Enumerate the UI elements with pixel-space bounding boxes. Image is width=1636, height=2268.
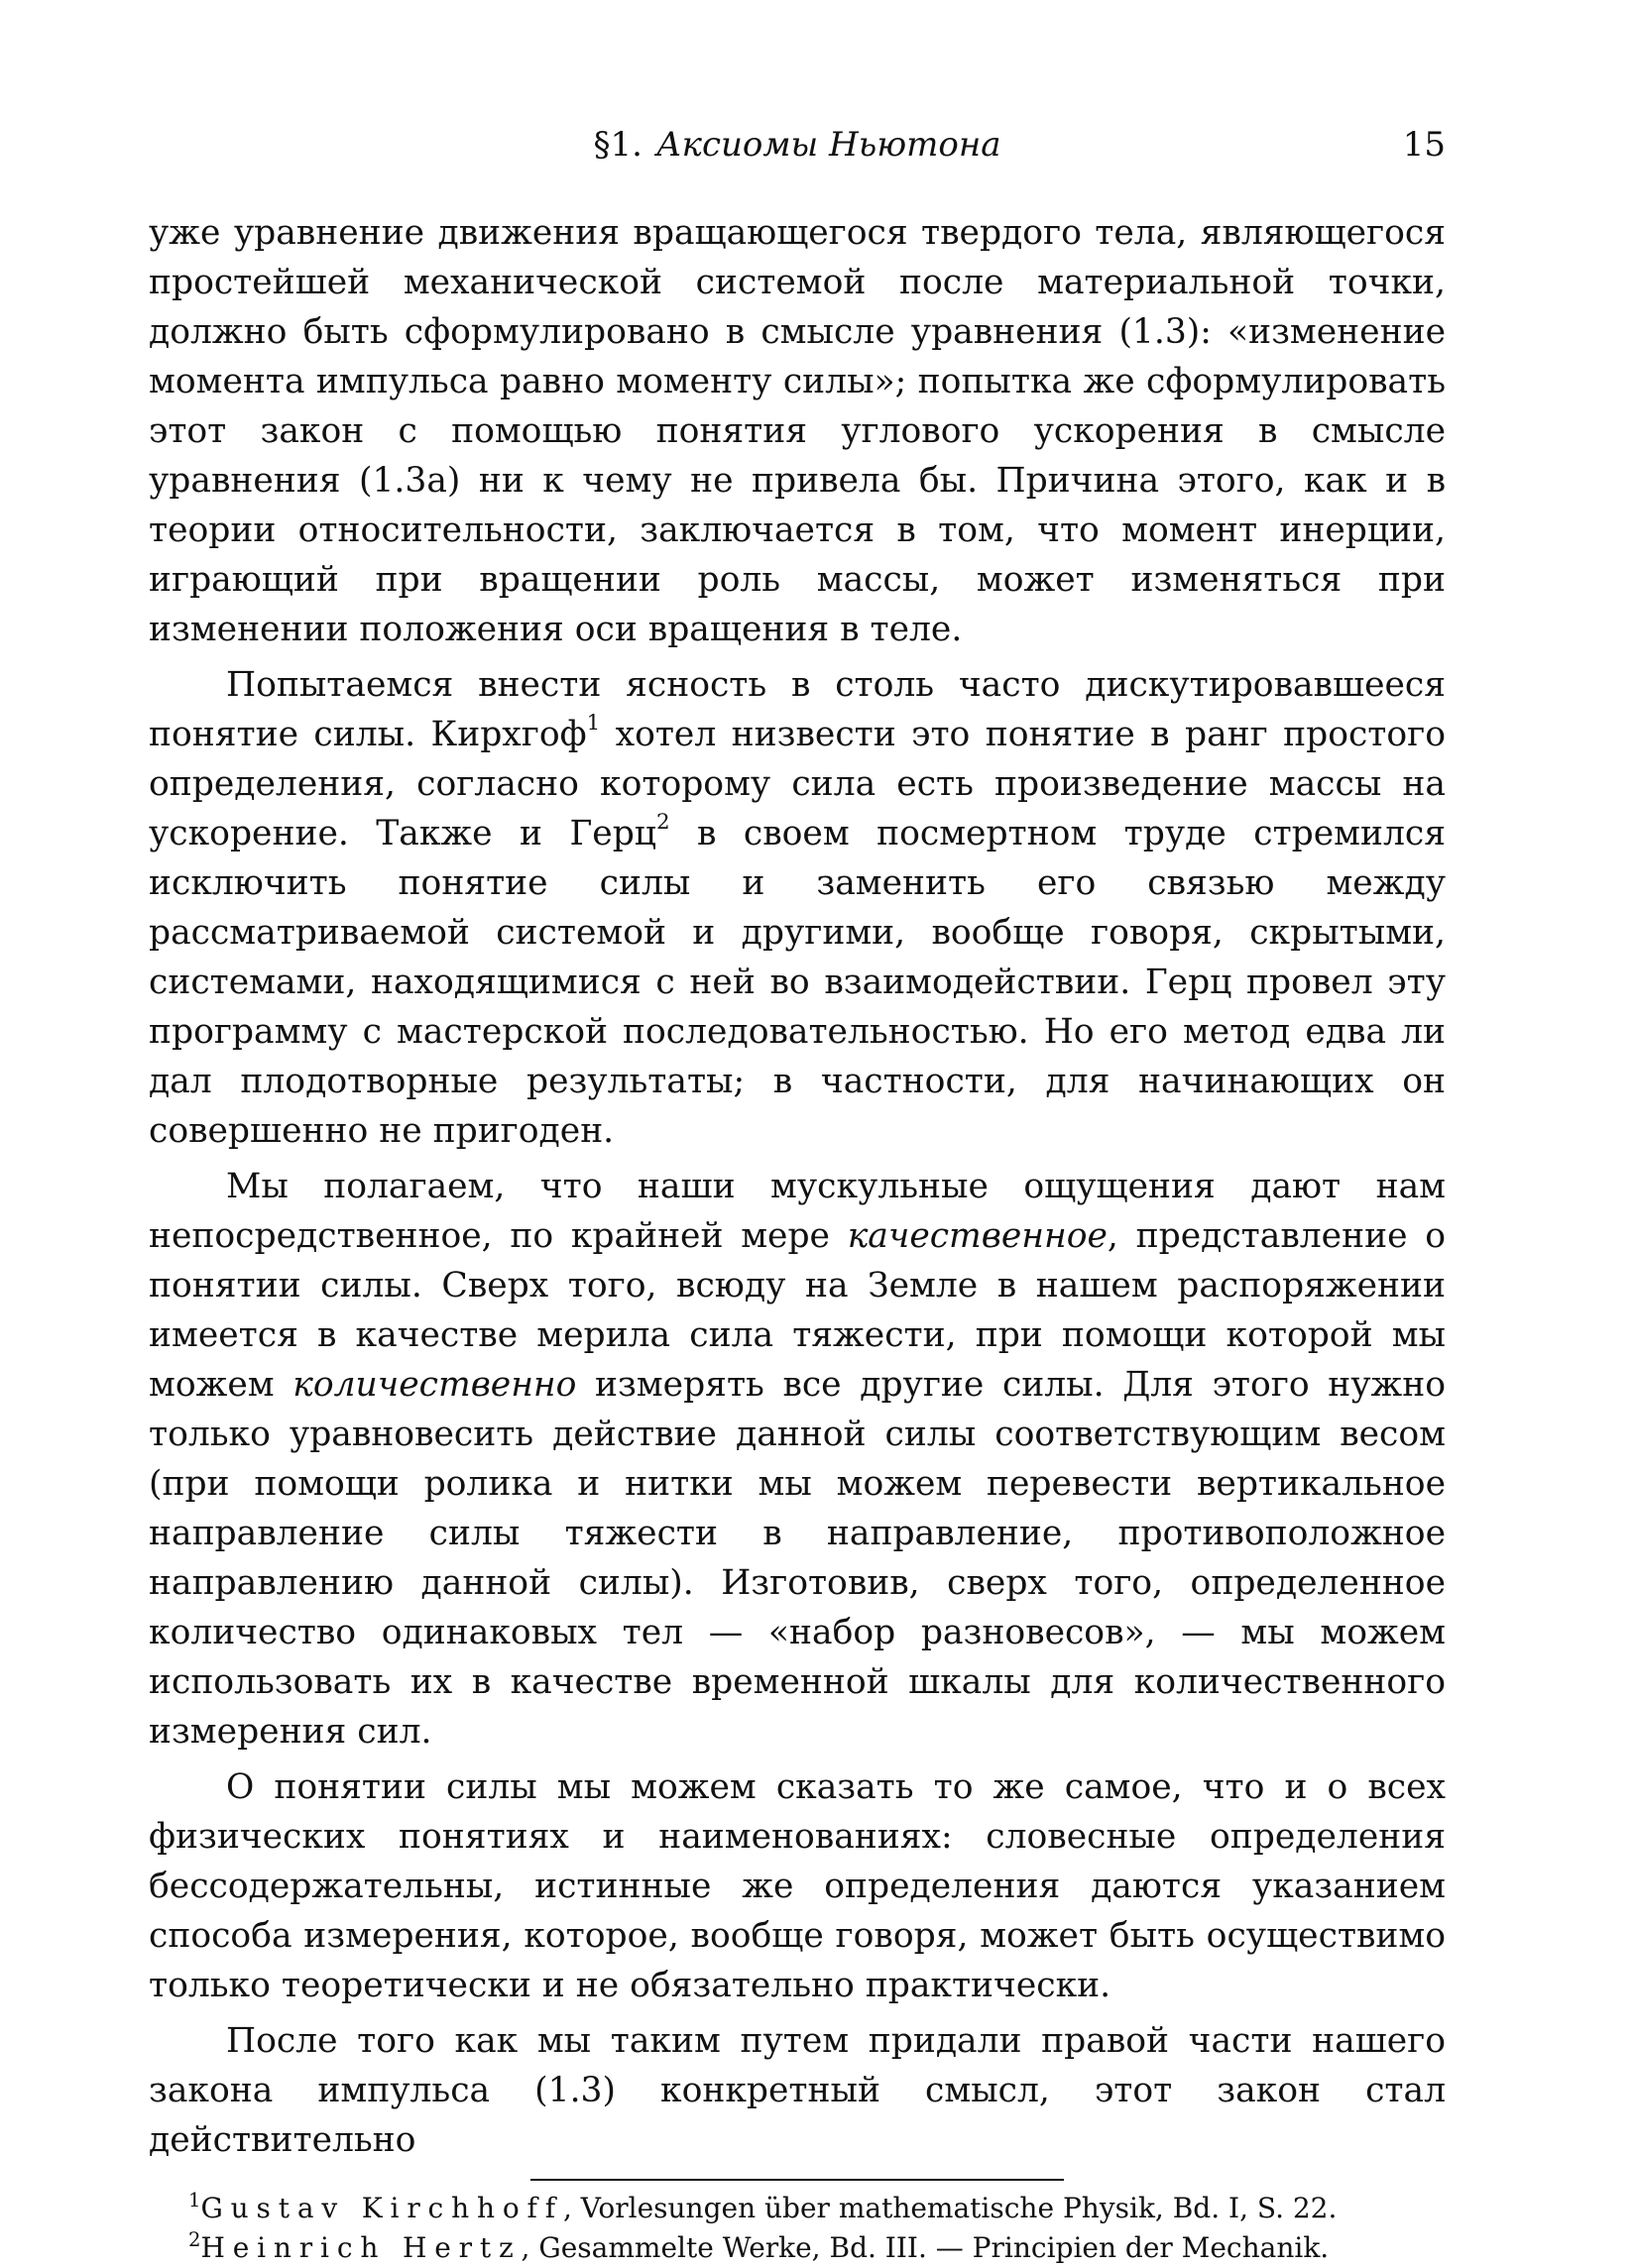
paragraph-1 — [149, 208, 1446, 654]
paragraph-3-text-b: , представление о понятии силы. Сверх того, всюду на Земле в нашем распоряжении имеется в качестве мерила сила тяжести, при помощи которой мы можем — [149, 1216, 1446, 1405]
footnote-1-author: Gustav Kirchhoff — [200, 2192, 563, 2224]
footnote-1 — [149, 2189, 1446, 2228]
paragraph-4 — [149, 1762, 1446, 2010]
paragraph-4-text: О понятии силы мы можем сказать то же самое, что и о всех физических понятиях и наименованиях: словесные определения бессодержательны, истинные же определения даются указанием способа измерения, которое, вообще говоря, может быть осуществимо только теоретически и не обязательно практически. — [149, 1767, 1446, 2005]
footnote-2 — [149, 2228, 1446, 2268]
paragraph-3-text-c: измерять все другие силы. Для этого нужно только уравновесить действие данной силы соответствующим весом (при помощи ролика и нитки мы можем перевести вертикальное направление силы тяжести в направление, противоположное направлению данной силы). Изготовив, сверх того, определенное количество одинаковых тел — «набор разновесов», — мы можем использовать их в качестве временной шкалы для количественного измерения сил. — [149, 1365, 1447, 1752]
footnote-ref-2: 2 — [655, 809, 670, 835]
footnote-ref-1: 1 — [586, 710, 601, 736]
footnote-rule — [530, 2179, 1064, 2181]
paragraph-5-text: После того как мы таким путем придали правой части нашего закона импульса (1.3) конкретный смысл, этот закон стал действительно — [149, 2021, 1446, 2160]
body-text — [149, 208, 1446, 2165]
page-number: 15 — [1402, 125, 1446, 165]
footnote-1-text: , Vorlesungen über mathematische Physik, Bd. I, S. 22. — [562, 2192, 1338, 2224]
footnote-1-mark: 1 — [188, 2189, 201, 2212]
section-number: §1. — [593, 125, 643, 165]
paragraph-2-text-b: хотел низвести это понятие в ранг простого определения, согласно которому сила есть произведение массы на ускорение. Также и Герц — [149, 715, 1446, 853]
paragraph-2-text-c: в своем посмертном труде стремился исключить понятие силы и заменить его связью между рассматриваемой системой и другими, вообще говоря, скрытыми, системами, находящимися с ней во взаимодействии. Герц провел эту программу с мастерской последовательностью. Но его метод едва ли дал плодотворные результаты; в частности, для начинающих он совершенно не пригоден. — [149, 814, 1446, 1151]
footnote-2-text: , Gesammelte Werke, Bd. III. — Principien der Mechanik. — [521, 2231, 1330, 2264]
footnote-2-author: Heinrich Hertz — [200, 2231, 522, 2264]
section-heading — [149, 125, 1446, 165]
paragraph-5 — [149, 2016, 1446, 2165]
paragraph-2-text-a: Попытаемся внести ясность в столь часто дискутировавшееся понятие силы. Кирхгоф — [149, 665, 1446, 754]
emphasis-quantitative: количественно — [292, 1365, 577, 1405]
paragraph-3 — [149, 1162, 1446, 1757]
footnotes — [149, 2189, 1446, 2268]
running-head — [149, 119, 1446, 178]
emphasis-qualitative: качественное — [847, 1216, 1108, 1256]
section-title: Аксиомы Ньютона — [655, 125, 1001, 165]
footnote-2-mark: 2 — [188, 2228, 201, 2252]
paragraph-2 — [149, 660, 1446, 1156]
paragraph-3-text-a: Мы полагаем, что наши мускульные ощущения дают нам непосредственное, по крайней мере — [149, 1167, 1446, 1256]
paragraph-1-text: уже уравнение движения вращающегося твердого тела, являющегося простейшей механической системой после материальной точки, должно быть сформулировано в смысле уравнения (1.3): «изменение момента импульса равно моменту силы»; попытка же сформулировать этот закон с помощью понятия углового ускорения в смысле уравнения (1.3a) ни к чему не привела бы. Причина этого, как и в теории относительности, заключается в том, что момент инерции, играющий при вращении роль массы, может изменяться при изменении положения оси вращения в теле. — [149, 213, 1446, 649]
book-page — [149, 119, 1446, 2268]
